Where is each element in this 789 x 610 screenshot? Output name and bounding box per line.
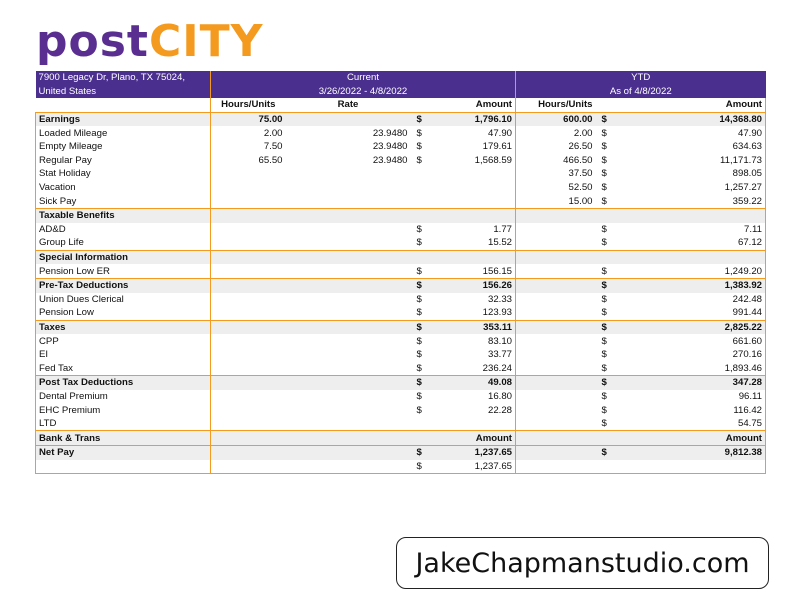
hours-units [211,264,286,278]
row-label: Sick Pay [36,194,211,208]
rate [286,403,411,417]
col-rate: Rate [286,98,411,112]
row-label: Pension Low ER [36,264,211,278]
rate [286,236,411,250]
line-item-row [36,167,766,181]
hours-units: 75.00 [211,112,286,126]
currency-symbol [411,167,431,181]
currency-symbol: $ [411,460,431,474]
ytd-amount: 2,825.22 [616,320,766,334]
hours-units [211,208,286,222]
rate [286,264,411,278]
rate [286,194,411,208]
current-amount: 47.90 [487,127,512,139]
ytd-header: YTD [516,71,766,85]
ytd-hours-units [516,236,596,250]
ytd-currency-symbol: $ [601,168,607,180]
ytd-amount: 11,171.73 [616,154,766,168]
row-label: Stat Holiday [36,167,211,181]
current-amount: 1,796.10 [431,112,516,126]
rate [286,167,411,181]
line-item-row [36,181,766,195]
ytd-currency-symbol: $ [601,335,607,347]
currency-symbol: $ [416,404,422,416]
line-item-row [36,417,766,431]
ytd-hours-units: 26.50 [516,140,596,154]
rate: 23.9480 [372,154,408,166]
hours-units: 7.50 [263,141,283,153]
hours-units [211,376,286,390]
rate [286,376,411,390]
ytd-hours-units [516,334,596,348]
rate [286,112,411,126]
ytd-hours-units [516,460,596,474]
current-amount [431,167,516,181]
hours-units [211,417,286,431]
ytd-currency-symbol: $ [601,195,607,207]
ytd-amount: 7.11 [616,223,766,237]
hours-units [211,236,286,250]
ytd-currency-symbol: $ [601,141,607,153]
currency-symbol [411,181,431,195]
ytd-hours-units: 466.50 [516,154,596,168]
currency-symbol [411,194,431,208]
ytd-hours-units [516,278,596,292]
rate [286,223,411,237]
hours-units: 2.00 [263,127,283,139]
hours-units [211,446,286,460]
current-amount [431,194,516,208]
ytd-amount: 47.90 [616,126,766,140]
row-label: Union Dues Clerical [36,293,211,307]
currency-symbol: $ [416,349,422,361]
current-amount: 16.80 [487,390,512,402]
ytd-currency-symbol: $ [596,376,616,390]
ytd-currency-symbol: $ [601,307,607,319]
rate [286,181,411,195]
hours-units [211,194,286,208]
line-item-row [36,236,766,250]
row-label: Group Life [36,236,211,250]
line-item-row [36,140,766,154]
row-label: Special Information [36,250,211,264]
currency-symbol [411,431,431,446]
current-amount: 1,568.59 [474,154,512,166]
row-label: Pre-Tax Deductions [36,278,211,292]
row-label: AD&D [36,223,211,237]
ytd-amount: 67.12 [616,236,766,250]
current-amount: 156.15 [482,265,512,277]
hours-units [211,167,286,181]
row-label: Taxes [36,320,211,334]
current-amount: 49.08 [431,376,516,390]
ytd-hours-units [516,417,596,431]
currency-symbol: $ [416,335,422,347]
hours-units [211,306,286,320]
row-label: Taxable Benefits [36,208,211,222]
hours-units [211,278,286,292]
hours-units: 65.50 [258,154,283,166]
row-label: EHC Premium [36,403,211,417]
currency-symbol: $ [411,376,431,390]
rate [286,208,411,222]
hours-units [211,181,286,195]
row-label: EI [36,348,211,362]
current-amount: 1,237.65 [431,446,516,460]
ytd-currency-symbol: $ [601,182,607,194]
line-item-row [36,334,766,348]
hours-units [211,431,286,446]
ytd-hours-units [516,446,596,460]
ytd-currency-symbol [596,250,616,264]
ytd-currency-symbol [596,208,616,222]
line-item-row [36,223,766,237]
section-row [36,431,766,446]
rate [286,348,411,362]
row-label: Regular Pay [36,154,211,168]
ytd-amount: 661.60 [616,334,766,348]
watermark: JakeChapmanstudio.com [396,537,769,589]
section-row [36,250,766,264]
ytd-amount: 54.75 [616,417,766,431]
col-ytd-amount: Amount [616,98,766,112]
line-item-row [36,306,766,320]
row-label: CPP [36,334,211,348]
row-label: Vacation [36,181,211,195]
ytd-hours-units: 15.00 [516,194,596,208]
hours-units [211,403,286,417]
ytd-currency-symbol [596,431,616,446]
rate [286,320,411,334]
ytd-hours-units [516,306,596,320]
employer-address-line1: 7900 Legacy Dr, Plano, TX 75024, [36,71,211,85]
hours-units [211,348,286,362]
ytd-currency-symbol: $ [601,127,607,139]
line-item-row [36,126,766,140]
row-label: Bank & Trans [36,431,211,446]
ytd-amount: 270.16 [616,348,766,362]
ytd-hours-units [516,403,596,417]
section-row [36,320,766,334]
rate [286,293,411,307]
row-label: Dental Premium [36,390,211,404]
rate [286,361,411,375]
line-item-row [36,194,766,208]
currency-symbol: $ [416,154,422,166]
current-period-dates: 3/26/2022 - 4/8/2022 [211,85,516,99]
line-item-row [36,460,766,474]
line-item-row [36,154,766,168]
ytd-hours-units [516,361,596,375]
ytd-amount: 14,368.80 [616,112,766,126]
current-amount: 1.77 [493,223,512,235]
row-label: Fed Tax [36,361,211,375]
ytd-currency-symbol: $ [596,278,616,292]
col-ytd-hours-units: Hours/Units [516,98,596,112]
ytd-amount [616,208,766,222]
ytd-amount: 9,812.38 [616,446,766,460]
col-hours-units: Hours/Units [211,98,286,112]
section-row [36,112,766,126]
hours-units [211,320,286,334]
currency-symbol: $ [416,141,422,153]
ytd-hours-units: 2.00 [516,126,596,140]
ytd-amount: 96.11 [616,390,766,404]
ytd-amount [616,250,766,264]
ytd-amount: 1,383.92 [616,278,766,292]
rate [286,460,411,474]
ytd-amount: 991.44 [616,306,766,320]
currency-symbol: $ [416,293,422,305]
ytd-hours-units [516,320,596,334]
ytd-hours-units [516,223,596,237]
current-amount: 15.52 [487,237,512,249]
currency-symbol: $ [416,237,422,249]
ytd-currency-symbol: $ [601,404,607,416]
current-period-header: Current [211,71,516,85]
ytd-currency-symbol: $ [601,390,607,402]
company-logo: postCITY [36,16,264,67]
ytd-as-of: As of 4/8/2022 [516,85,766,99]
current-amount: 353.11 [431,320,516,334]
section-row [36,376,766,390]
ytd-currency-symbol: $ [601,237,607,249]
ytd-hours-units [516,264,596,278]
ytd-currency-symbol [596,460,616,474]
current-amount [431,208,516,222]
employer-address-line2: United States [36,85,211,99]
ytd-currency-symbol: $ [601,418,607,430]
ytd-amount: 242.48 [616,293,766,307]
line-item-row [36,264,766,278]
row-label [36,460,211,474]
currency-symbol: $ [416,265,422,277]
ytd-currency-symbol: $ [601,265,607,277]
ytd-currency-symbol: $ [601,293,607,305]
ytd-hours-units: 600.00 [516,112,596,126]
col-amount: Amount [431,98,516,112]
hours-units [211,334,286,348]
current-amount: 236.24 [482,362,512,374]
ytd-currency-symbol: $ [601,362,607,374]
current-amount: Amount [431,431,516,446]
currency-symbol: $ [416,307,422,319]
line-item-row [36,390,766,404]
ytd-amount: Amount [616,431,766,446]
rate: 23.9480 [372,141,408,153]
ytd-currency-symbol: $ [601,223,607,235]
ytd-currency-symbol: $ [601,349,607,361]
currency-symbol: $ [411,112,431,126]
ytd-hours-units [516,208,596,222]
currency-symbol: $ [416,362,422,374]
currency-symbol [411,250,431,264]
line-item-row [36,403,766,417]
current-amount: 22.28 [487,404,512,416]
currency-symbol [411,417,431,431]
ytd-amount: 1,249.20 [616,264,766,278]
ytd-amount: 359.22 [616,194,766,208]
ytd-hours-units [516,376,596,390]
ytd-hours-units [516,293,596,307]
ytd-currency-symbol: $ [596,112,616,126]
row-label: Empty Mileage [36,140,211,154]
section-row [36,278,766,292]
row-label: Net Pay [36,446,211,460]
rate [286,446,411,460]
pay-stub-table [35,71,766,474]
ytd-hours-units [516,390,596,404]
ytd-amount [616,460,766,474]
ytd-hours-units: 37.50 [516,167,596,181]
ytd-hours-units [516,431,596,446]
ytd-amount: 1,893.46 [616,361,766,375]
current-amount: 1,237.65 [431,460,516,474]
current-amount: 83.10 [487,335,512,347]
hours-units [211,361,286,375]
ytd-amount: 634.63 [616,140,766,154]
section-row [36,446,766,460]
hours-units [211,250,286,264]
row-label: Loaded Mileage [36,126,211,140]
rate: 23.9480 [372,127,408,139]
rate [286,390,411,404]
line-item-row [36,293,766,307]
rate [286,334,411,348]
current-amount: 179.61 [482,141,512,153]
hours-units [211,460,286,474]
row-label: Pension Low [36,306,211,320]
ytd-currency-symbol: $ [601,154,607,166]
ytd-hours-units: 52.50 [516,181,596,195]
current-amount [431,181,516,195]
currency-symbol: $ [416,390,422,402]
currency-symbol: $ [411,446,431,460]
ytd-currency-symbol: $ [596,320,616,334]
current-amount: 123.93 [482,307,512,319]
row-label: Post Tax Deductions [36,376,211,390]
currency-symbol [411,208,431,222]
ytd-amount: 1,257.27 [616,181,766,195]
current-amount: 156.26 [431,278,516,292]
ytd-amount: 347.28 [616,376,766,390]
hours-units [211,390,286,404]
rate [286,431,411,446]
ytd-hours-units [516,250,596,264]
ytd-amount: 116.42 [616,403,766,417]
rate [286,306,411,320]
current-amount [431,250,516,264]
currency-symbol: $ [416,223,422,235]
ytd-hours-units [516,348,596,362]
current-amount [431,417,516,431]
hours-units [211,223,286,237]
row-label: Earnings [36,112,211,126]
rate [286,278,411,292]
current-amount: 33.77 [487,349,512,361]
currency-symbol: $ [411,320,431,334]
line-item-row [36,361,766,375]
currency-symbol: $ [416,127,422,139]
rate [286,250,411,264]
ytd-amount: 898.05 [616,167,766,181]
currency-symbol: $ [411,278,431,292]
rate [286,417,411,431]
section-row [36,208,766,222]
current-amount: 32.33 [487,293,512,305]
ytd-currency-symbol: $ [596,446,616,460]
row-label: LTD [36,417,211,431]
hours-units [211,293,286,307]
line-item-row [36,348,766,362]
